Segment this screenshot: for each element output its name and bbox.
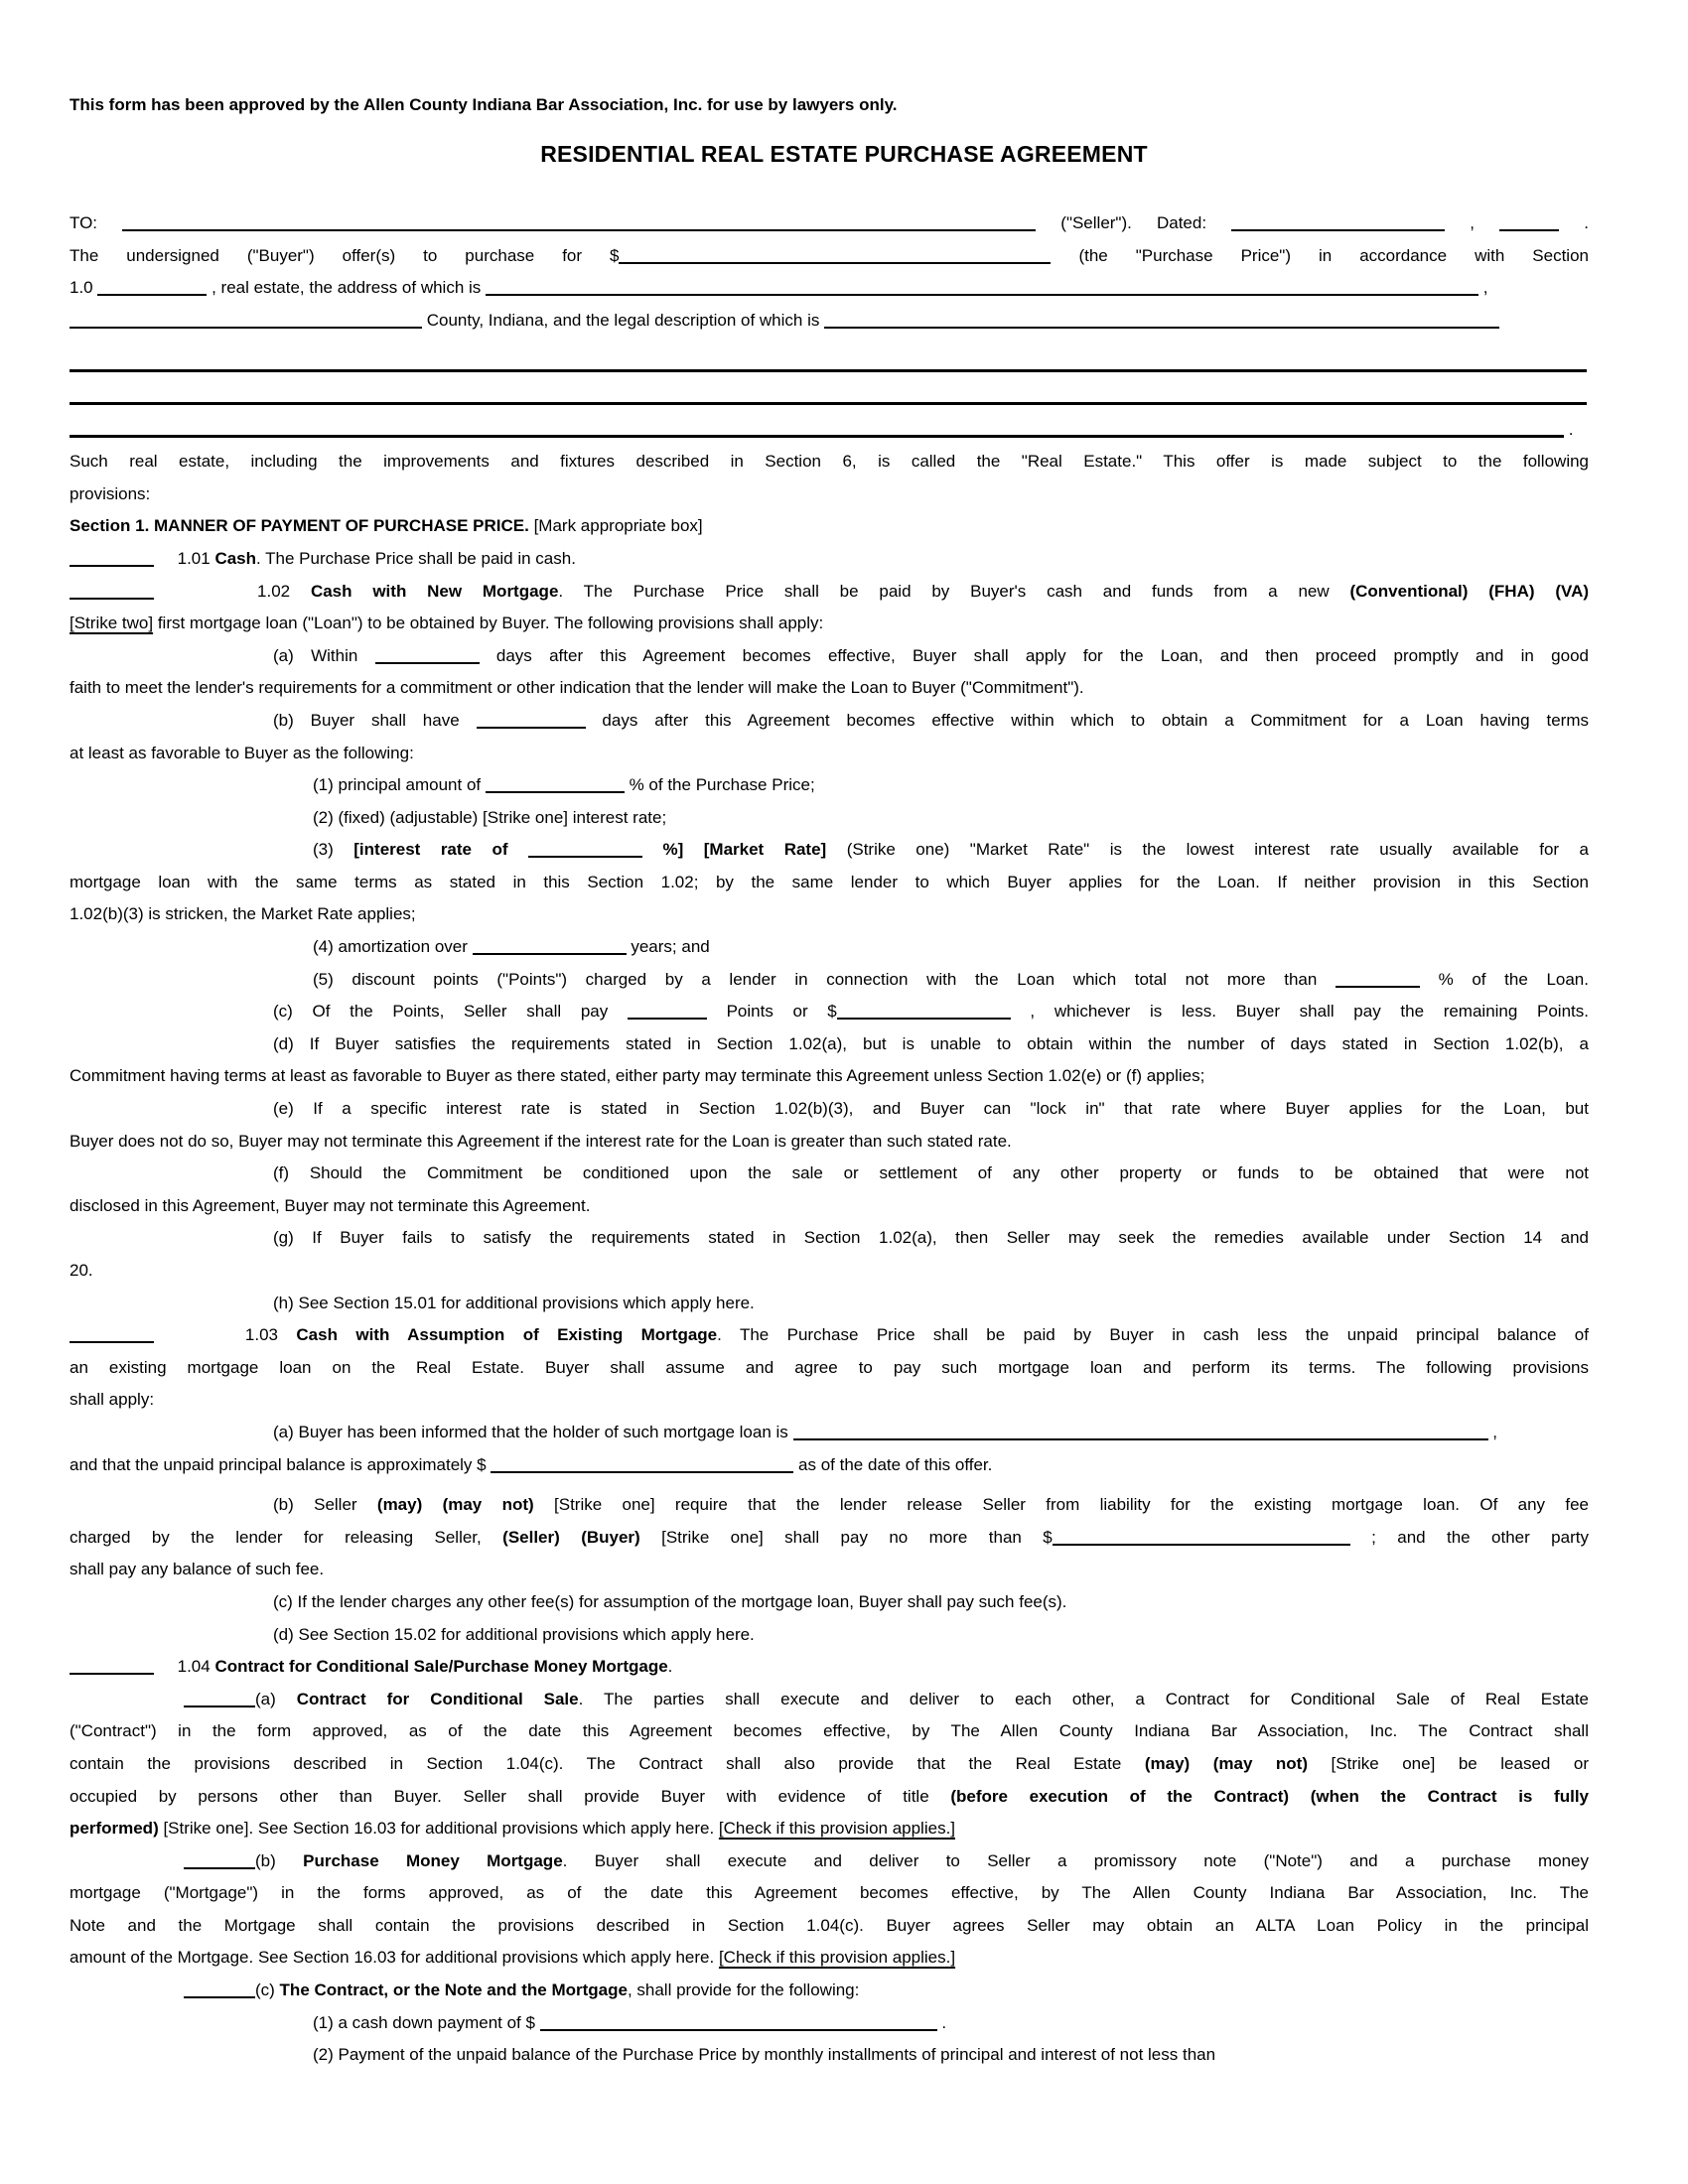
- text-run: Cash with Assumption of Existing Mortgage: [296, 1325, 718, 1345]
- text-run: The undersigned ("Buyer") offer(s) to purchase for $: [70, 245, 620, 265]
- text-run: (Seller) (Buyer): [502, 1527, 640, 1547]
- text-run: (b) Seller: [273, 1495, 377, 1515]
- text-run: Note and the Mortgage shall contain the provisions described in Section 1.04(c). Buyer agrees Seller may obtain an ALTA Loan Policy in the principal: [70, 1915, 1589, 1935]
- form-body: [70, 207, 1589, 2072]
- year-blank[interactable]: [1499, 229, 1559, 231]
- text-run: (d) See Section 15.02 for additional provisions which apply here.: [273, 1624, 755, 1644]
- amortization-years-blank[interactable]: [473, 953, 627, 955]
- text-run: (a): [255, 1689, 297, 1708]
- text-run: (b) Buyer shall have: [273, 710, 477, 730]
- text-run: (b): [255, 1850, 304, 1870]
- clause-1-03-a: [70, 1449, 1589, 1482]
- text-run: Purchase Money Mortgage: [303, 1850, 563, 1870]
- text-run: ("Seller"). Dated:: [1036, 213, 1232, 232]
- paragraph-such-real-estate: [70, 446, 1589, 478]
- text-run: .: [1559, 213, 1589, 232]
- clause-1-03-assumption: [70, 1319, 1589, 1352]
- selection-blank[interactable]: [184, 1706, 255, 1707]
- text-run: 20.: [70, 1261, 93, 1280]
- clause-1-04-a: [70, 1748, 1589, 1781]
- clause-1-02-a: [70, 672, 1589, 705]
- text-run: (2) Payment of the unpaid balance of the Purchase Price by monthly installments of principal and interest of not less than: [313, 2045, 1216, 2065]
- text-run: Buyer does not do so, Buyer may not terminate this Agreement if the interest rate for the Loan is greater than such stated rate.: [70, 1131, 1012, 1151]
- text-run: The Contract, or the Note and the Mortgage: [279, 1980, 628, 2000]
- text-run: .: [1564, 419, 1574, 439]
- text-run: ; and the other party: [1349, 1527, 1589, 1547]
- text-run: Cash: [214, 548, 257, 568]
- text-run: (c) If the lender charges any other fee(s) for assumption of the mortgage loan, Buyer shall pay such fee(s).: [273, 1591, 1067, 1611]
- text-run: years; and: [626, 937, 710, 957]
- page-title: RESIDENTIAL REAL ESTATE PURCHASE AGREEMENT: [540, 141, 1148, 167]
- legal-description-blank[interactable]: [70, 402, 1587, 405]
- clause-1-02-a: [70, 640, 1589, 673]
- clause-1-02-b-5: [70, 964, 1589, 997]
- text-run: , shall provide for the following:: [627, 1980, 860, 2000]
- clause-1-02-h: [70, 1288, 1589, 1320]
- selection-blank[interactable]: [70, 565, 154, 567]
- clause-1-02-f: [70, 1158, 1589, 1190]
- text-run: . Buyer shall execute and deliver to Seller a promissory note ("Note") and a purchase money: [562, 1850, 1590, 1870]
- clause-1-02-b-3: [70, 834, 1589, 867]
- clause-1-04-b: [70, 1845, 1589, 1878]
- clause-1-01-cash: [70, 543, 1589, 576]
- section-blank[interactable]: [97, 294, 207, 296]
- text-run: ("Contract") in the form approved, as of the date this Agreement becomes effective, by The Allen County Indiana Bar Association, Inc. The Contract shall: [70, 1721, 1589, 1741]
- text-run: provisions:: [70, 483, 151, 503]
- clause-1-02-f: [70, 1190, 1589, 1223]
- text-run: County, Indiana, and the legal description of which is: [422, 310, 825, 330]
- text-run: Such real estate, including the improvements and fixtures described in Section 6, is called the "Real Estate." This offer is made subject to the following: [70, 452, 1589, 472]
- clause-1-02-b: [70, 705, 1589, 738]
- clause-1-04-c-2: [70, 2039, 1589, 2072]
- text-run: TO:: [70, 213, 123, 232]
- clause-1-03-c: [70, 1586, 1589, 1619]
- selection-blank[interactable]: [70, 1341, 154, 1343]
- text-run: (1) principal amount of: [313, 775, 486, 795]
- text-run: (Conventional) (FHA) (VA): [1349, 581, 1590, 601]
- text-run: Points or $: [706, 1002, 837, 1022]
- text-run: (the "Purchase Price") in accordance with Section: [1051, 245, 1589, 265]
- text-run: Section 1. MANNER OF PAYMENT OF PURCHASE PRICE.: [70, 516, 529, 536]
- text-run: performed): [70, 1819, 159, 1839]
- text-run: contain the provisions described in Section 1.04(c). The Contract shall also provide that the Real Estate: [70, 1753, 1145, 1773]
- clause-1-02-b: [70, 738, 1589, 770]
- legal-description-blank-line: [70, 414, 1589, 447]
- text-run: [Mark appropriate box]: [528, 516, 703, 536]
- text-run: , whichever is less. Buyer shall pay the remaining Points.: [1010, 1002, 1589, 1022]
- legal-description-blank-line: [70, 381, 1589, 414]
- text-run: [Check if this provision applies.]: [718, 1948, 956, 1968]
- approval-notice: This form has been approved by the Allen County Indiana Bar Association, Inc. for use by lawyers only.: [70, 95, 898, 114]
- legal-description-blank[interactable]: [70, 435, 1564, 438]
- text-run: . The parties shall execute and deliver to each other, a Contract for Conditional Sale of Real Estate: [578, 1689, 1590, 1708]
- clause-1-02-b-1: [70, 769, 1589, 802]
- legal-description-blank-line: [70, 348, 1589, 381]
- text-run: ,: [1445, 213, 1500, 232]
- selection-blank[interactable]: [184, 1996, 255, 1998]
- address-blank[interactable]: [486, 294, 1478, 296]
- text-run: .: [667, 1657, 673, 1677]
- text-run: .: [936, 2012, 947, 2032]
- selection-blank[interactable]: [70, 1673, 154, 1675]
- text-run: first mortgage loan ("Loan") to be obtained by Buyer. The following provisions shall apply:: [153, 614, 824, 633]
- legal-description-blank[interactable]: [70, 369, 1587, 372]
- text-run: (may) (may not): [376, 1495, 534, 1515]
- section-1-heading: [70, 510, 1589, 543]
- text-run: [Strike one] shall pay no more than $: [639, 1527, 1053, 1547]
- clause-1-04-c: [70, 1975, 1589, 2007]
- clause-1-02-b-2: [70, 802, 1589, 835]
- text-run: 1.04: [154, 1657, 215, 1677]
- clause-1-04-contract: [70, 1651, 1589, 1684]
- days-blank[interactable]: [477, 727, 586, 729]
- text-run: . The Purchase Price shall be paid by Buyer in cash less the unpaid principal balance of: [717, 1325, 1589, 1345]
- text-run: (e) If a specific interest rate is stated in Section 1.02(b)(3), and Buyer can "lock in" that rate where Buyer applies for the Loan, but: [273, 1099, 1589, 1119]
- text-run: Commitment having terms at least as favorable to Buyer as there stated, either party may terminate this Agreement unless Section 1.02(e) or (f) applies;: [70, 1066, 1205, 1086]
- points-percent-blank[interactable]: [1336, 986, 1420, 988]
- text-run: disclosed in this Agreement, Buyer may not terminate this Agreement.: [70, 1195, 591, 1215]
- clause-1-03-b: [70, 1489, 1589, 1522]
- principal-balance-blank[interactable]: [491, 1471, 793, 1473]
- clause-1-04-a: [70, 1684, 1589, 1716]
- text-run: % of the Purchase Price;: [624, 775, 815, 795]
- text-run: [Strike one] be leased or: [1308, 1753, 1589, 1773]
- clause-1-02-g: [70, 1255, 1589, 1288]
- text-run: . The Purchase Price shall be paid in cash.: [256, 548, 576, 568]
- clause-1-04-b: [70, 1942, 1589, 1975]
- line-to-seller-dated: [70, 207, 1589, 240]
- text-run: Contract for Conditional Sale: [296, 1689, 579, 1708]
- clause-1-03-b: [70, 1554, 1589, 1586]
- text-run: (4) amortization over: [313, 937, 473, 957]
- text-run: shall pay any balance of such fee.: [70, 1560, 325, 1579]
- text-run: (f) Should the Commitment be conditioned upon the sale or settlement of any other property or funds to be obtained that were not: [273, 1163, 1589, 1183]
- text-run: . The Purchase Price shall be paid by Buyer's cash and funds from a new: [558, 581, 1350, 601]
- release-fee-blank[interactable]: [1053, 1544, 1350, 1546]
- clause-1-03-d: [70, 1619, 1589, 1652]
- text-run: ,: [1478, 278, 1488, 298]
- text-run: (may) (may not): [1144, 1753, 1309, 1773]
- clause-1-02-d: [70, 1028, 1589, 1061]
- clause-1-02-cash-new-mortgage: [70, 576, 1589, 609]
- text-run: faith to meet the lender's requirements for a commitment or other indication that the lender will make the Loan to Buyer ("Commitment").: [70, 678, 1084, 698]
- text-run: (3): [313, 840, 354, 860]
- text-run: shall apply:: [70, 1390, 155, 1410]
- text-run: 1.01: [154, 548, 215, 568]
- text-run: , real estate, the address of which is: [207, 278, 487, 298]
- clause-1-02-g: [70, 1222, 1589, 1255]
- text-run: (Strike one) "Market Rate" is the lowest interest rate usually available for a: [826, 840, 1589, 860]
- text-run: (a) Within: [273, 645, 375, 665]
- days-blank[interactable]: [375, 662, 480, 664]
- text-run: amount of the Mortgage. See Section 16.03 for additional provisions which apply here.: [70, 1948, 719, 1968]
- text-run: (c) Of the Points, Seller shall pay: [273, 1002, 628, 1022]
- seller-name-blank[interactable]: [122, 229, 1036, 231]
- seller-points-blank[interactable]: [628, 1018, 707, 1020]
- text-run: 1.02: [154, 581, 311, 601]
- points-dollar-blank[interactable]: [837, 1018, 1011, 1020]
- text-run: 1.02(b)(3) is stricken, the Market Rate applies;: [70, 904, 416, 924]
- text-run: charged by the lender for releasing Seller,: [70, 1527, 503, 1547]
- text-run: an existing mortgage loan on the Real Estate. Buyer shall assume and agree to pay such mortgage loan and perform its terms. The following provisions: [70, 1357, 1589, 1377]
- mortgage-holder-blank[interactable]: [793, 1438, 1488, 1440]
- text-run: (before execution of the Contract) (when the Contract is fully: [950, 1786, 1589, 1806]
- selection-blank[interactable]: [184, 1867, 255, 1869]
- text-run: as of the date of this offer.: [793, 1454, 993, 1474]
- line-real-estate-address: [70, 272, 1589, 305]
- clause-1-02-b-4: [70, 931, 1589, 964]
- text-run: %] [Market Rate]: [642, 840, 827, 860]
- line-county-legal-description: [70, 305, 1589, 338]
- clause-1-02-b-3: [70, 867, 1589, 899]
- text-run: (c): [255, 1980, 280, 2000]
- text-run: and that the unpaid principal balance is approximately $: [70, 1454, 492, 1474]
- text-run: [Strike two]: [70, 614, 154, 633]
- date-blank[interactable]: [1231, 229, 1445, 231]
- text-run: Cash with New Mortgage: [310, 581, 559, 601]
- text-run: % of the Loan.: [1419, 969, 1589, 989]
- clause-1-02-e: [70, 1093, 1589, 1126]
- text-run: occupied by persons other than Buyer. Seller shall provide Buyer with evidence of title: [70, 1786, 951, 1806]
- clause-1-03-assumption: [70, 1384, 1589, 1417]
- county-blank[interactable]: [70, 327, 422, 329]
- clause-1-03-a: [70, 1417, 1589, 1449]
- clause-1-02-e: [70, 1126, 1589, 1159]
- text-run: (h) See Section 15.01 for additional provisions which apply here.: [273, 1293, 755, 1312]
- clause-1-02-c: [70, 996, 1589, 1028]
- text-run: 1.0: [70, 278, 98, 298]
- text-run: (d) If Buyer satisfies the requirements stated in Section 1.02(a), but is unable to obtain within the number of days stated in Section 1.02(b), a: [273, 1033, 1589, 1053]
- text-run: at least as favorable to Buyer as the following:: [70, 743, 414, 762]
- text-run: mortgage ("Mortgage") in the forms approved, as of the date this Agreement becomes effective, by The Allen County Indiana Bar Association, Inc. The: [70, 1883, 1589, 1903]
- principal-amount-blank[interactable]: [486, 791, 625, 793]
- purchase-price-blank[interactable]: [619, 262, 1051, 264]
- clause-1-04-a: [70, 1715, 1589, 1748]
- text-run: (5) discount points ("Points") charged by a lender in connection with the Loan which total not more than: [313, 969, 1336, 989]
- clause-1-02-b-3: [70, 898, 1589, 931]
- clause-1-04-b: [70, 1877, 1589, 1910]
- text-run: [Strike one] require that the lender release Seller from liability for the existing mortgage loan. Of any fee: [533, 1495, 1590, 1515]
- clause-1-03-b: [70, 1522, 1589, 1555]
- text-run: ,: [1487, 1422, 1497, 1441]
- text-run: (g) If Buyer fails to satisfy the requirements stated in Section 1.02(a), then Seller may seek the remedies available under Section 14 and: [273, 1228, 1589, 1248]
- text-run: days after this Agreement becomes effective, Buyer shall apply for the Loan, and then proceed promptly and in good: [479, 645, 1589, 665]
- text-run: 1.03: [154, 1325, 297, 1345]
- text-run: days after this Agreement becomes effective within which to obtain a Commitment for a Loan having terms: [585, 710, 1589, 730]
- text-run: [Check if this provision applies.]: [718, 1819, 956, 1839]
- line-purchase-price: [70, 240, 1589, 273]
- paragraph-such-real-estate: [70, 478, 1589, 511]
- text-run: (2) (fixed) (adjustable) [Strike one] interest rate;: [313, 807, 667, 827]
- clause-1-04-a: [70, 1813, 1589, 1845]
- clause-1-02-strike-two: [70, 608, 1589, 640]
- legal-description-blank[interactable]: [824, 327, 1499, 329]
- text-run: (1) a cash down payment of $: [313, 2012, 540, 2032]
- text-run: mortgage loan with the same terms as stated in this Section 1.02; by the same lender to which Buyer applies for the Loan. If neither provision in this Section: [70, 872, 1589, 891]
- text-run: Contract for Conditional Sale/Purchase Money Mortgage: [214, 1657, 668, 1677]
- clause-1-03-assumption: [70, 1352, 1589, 1385]
- text-run: [Strike one]. See Section 16.03 for additional provisions which apply here.: [158, 1819, 719, 1839]
- interest-rate-blank[interactable]: [528, 856, 642, 858]
- clause-1-04-a: [70, 1781, 1589, 1814]
- clause-1-02-d: [70, 1060, 1589, 1093]
- text-run: [interest rate of: [353, 840, 529, 860]
- selection-blank[interactable]: [70, 598, 154, 600]
- down-payment-blank[interactable]: [540, 2029, 937, 2031]
- clause-1-04-c-1: [70, 2007, 1589, 2040]
- text-run: (a) Buyer has been informed that the holder of such mortgage loan is: [273, 1422, 793, 1441]
- clause-1-04-b: [70, 1910, 1589, 1943]
